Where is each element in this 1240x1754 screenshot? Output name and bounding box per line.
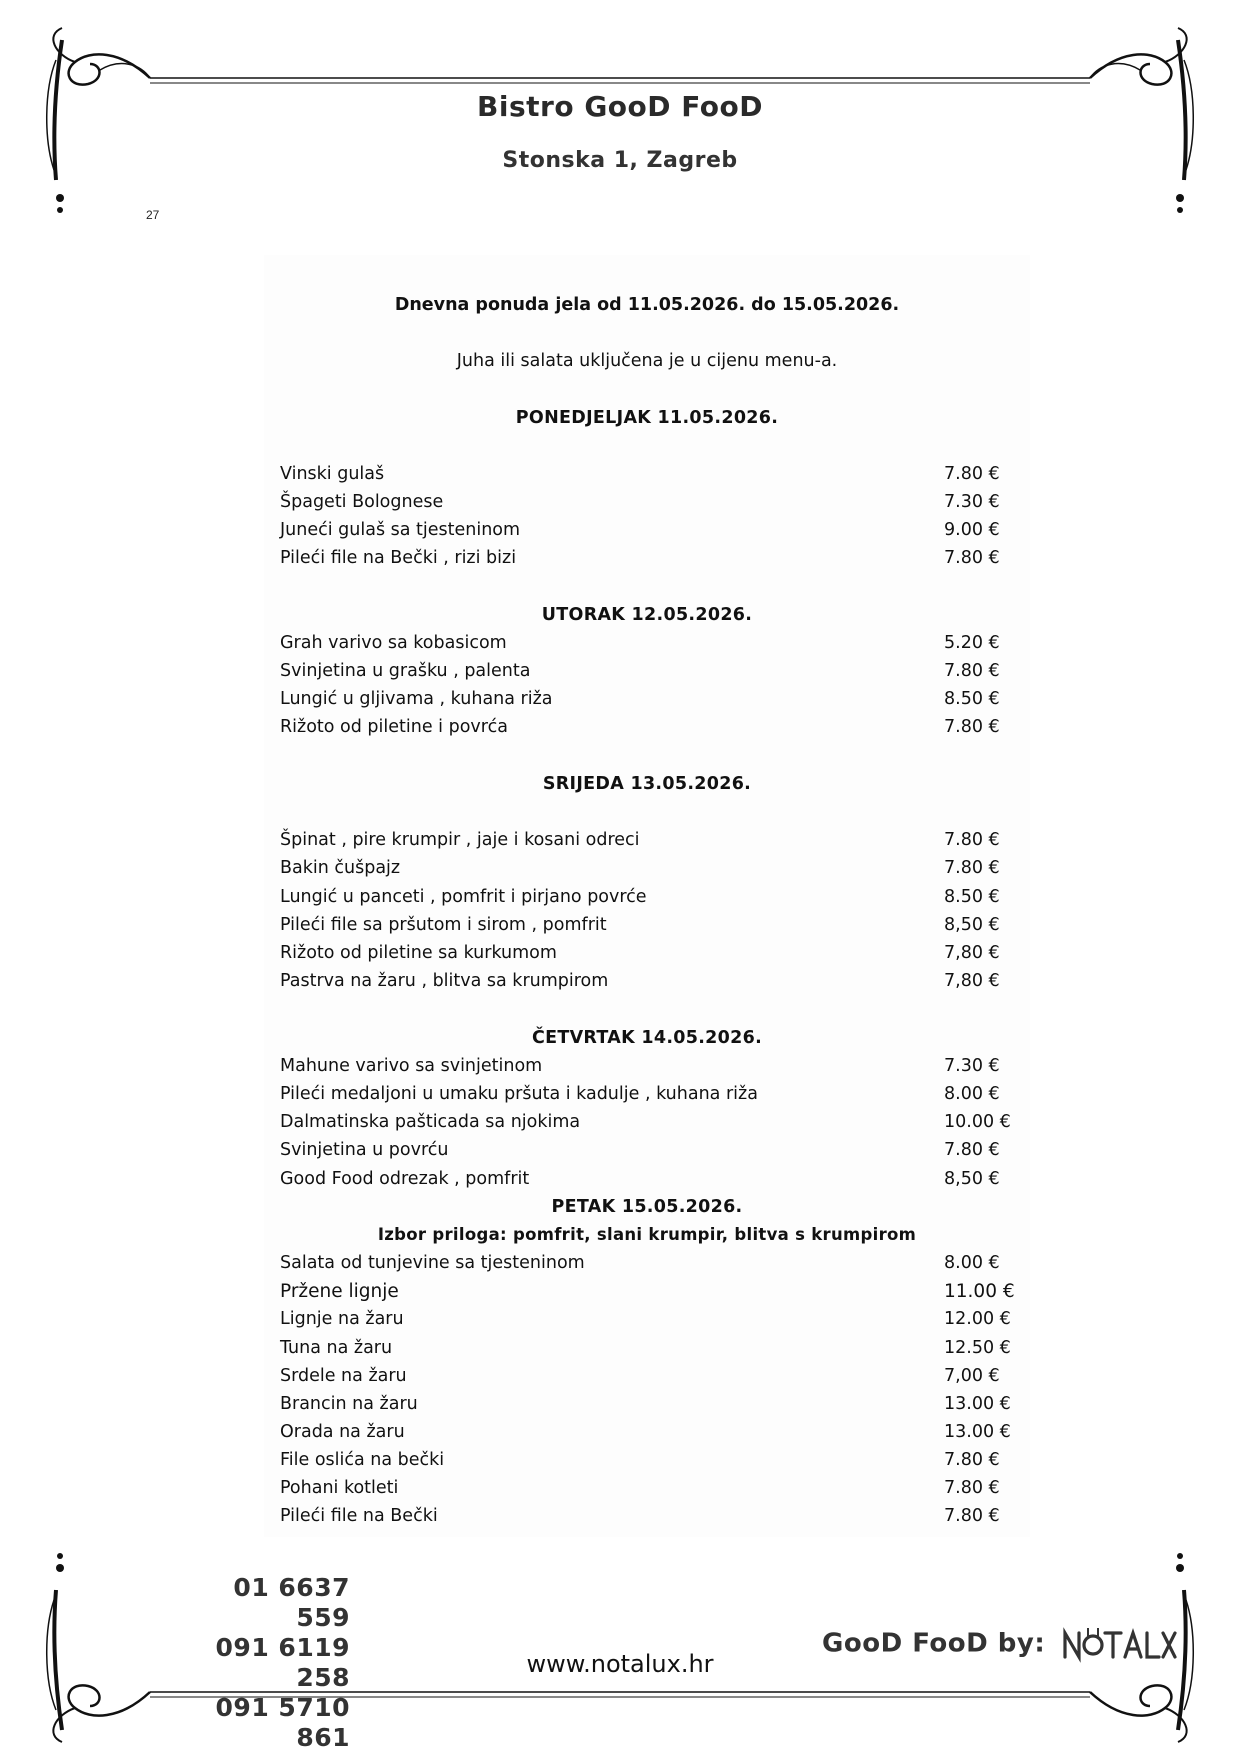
dish-name: Špinat , pire krumpir , jaje i kosani odreci bbox=[280, 830, 640, 850]
footer-brand-text: GooD FooD by: bbox=[822, 1628, 1046, 1659]
dish-price: 7.80 € bbox=[944, 1478, 1000, 1498]
dish-row bbox=[280, 1140, 1020, 1164]
dish-price: 7.80 € bbox=[944, 1450, 1000, 1470]
dish-name: Grah varivo sa kobasicom bbox=[280, 633, 507, 653]
dish-name: Svinjetina u grašku , palenta bbox=[280, 661, 531, 681]
dish-row bbox=[280, 1253, 1020, 1277]
dish-price: 10.00 € bbox=[944, 1112, 1011, 1132]
dish-name: Pastrva na žaru , blitva sa krumpirom bbox=[280, 971, 609, 991]
dish-row bbox=[280, 520, 1020, 544]
dish-row bbox=[280, 971, 1020, 995]
day-heading-thursday: ČETVRTAK 14.05.2026. bbox=[531, 1028, 763, 1048]
dish-row bbox=[280, 464, 1020, 488]
dish-row bbox=[280, 830, 1020, 854]
side-dish-options: Izbor priloga: pomfrit, slani krumpir, blitva s krumpirom bbox=[377, 1225, 917, 1244]
dish-price: 7.30 € bbox=[944, 492, 1000, 512]
restaurant-name: Bistro GooD FooD bbox=[477, 90, 763, 123]
dish-row bbox=[280, 1084, 1020, 1108]
dish-price: 11.00 € bbox=[944, 1281, 1015, 1302]
dish-name: Bakin čušpajz bbox=[280, 858, 401, 878]
phone-number[interactable]: 091 6119 258 bbox=[215, 1633, 350, 1692]
dish-name: Pržene lignje bbox=[280, 1281, 399, 1302]
phone-number[interactable]: 091 5710 861 bbox=[215, 1693, 350, 1752]
dish-price: 13.00 € bbox=[944, 1394, 1011, 1414]
dish-row bbox=[280, 1281, 1020, 1305]
dish-row bbox=[280, 915, 1020, 939]
dish-name: Tuna na žaru bbox=[280, 1338, 393, 1358]
dish-name: Dalmatinska pašticada sa njokima bbox=[280, 1112, 581, 1132]
footer-brand bbox=[822, 1625, 1177, 1663]
dish-price: 8.50 € bbox=[944, 887, 1000, 907]
dish-name: Lignje na žaru bbox=[280, 1309, 404, 1329]
dish-price: 7,80 € bbox=[944, 971, 1000, 991]
dish-price: 7.80 € bbox=[944, 1506, 1000, 1526]
day-heading-tuesday: UTORAK 12.05.2026. bbox=[541, 605, 753, 625]
menu-title: Dnevna ponuda jela od 11.05.2026. do 15.05.2026. bbox=[394, 295, 900, 315]
dish-price: 7.30 € bbox=[944, 1056, 1000, 1076]
dish-row bbox=[280, 1309, 1020, 1333]
day-heading-monday: PONEDJELJAK 11.05.2026. bbox=[515, 408, 779, 428]
dish-row bbox=[280, 1506, 1020, 1530]
dish-price: 7.80 € bbox=[944, 661, 1000, 681]
dish-row bbox=[280, 858, 1020, 882]
dish-name: Špageti Bolognese bbox=[280, 492, 444, 512]
dish-price: 8,50 € bbox=[944, 915, 1000, 935]
dish-name: File oslića na bečki bbox=[280, 1450, 445, 1470]
restaurant-address: Stonska 1, Zagreb bbox=[502, 148, 738, 173]
dish-row bbox=[280, 1394, 1020, 1418]
dish-name: Pileći file na Bečki , rizi bizi bbox=[280, 548, 517, 568]
dish-row bbox=[280, 943, 1020, 967]
dish-price: 12.50 € bbox=[944, 1338, 1011, 1358]
dish-price: 5.20 € bbox=[944, 633, 1000, 653]
dish-name: Pohani kotleti bbox=[280, 1478, 399, 1498]
dish-row bbox=[280, 1366, 1020, 1390]
dish-name: Brancin na žaru bbox=[280, 1394, 418, 1414]
dish-price: 13.00 € bbox=[944, 1422, 1011, 1442]
dish-row bbox=[280, 1478, 1020, 1502]
dish-price: 7.80 € bbox=[944, 830, 1000, 850]
dish-price: 8.00 € bbox=[944, 1253, 1000, 1273]
dish-price: 8.50 € bbox=[944, 689, 1000, 709]
day-heading-wednesday: SRIJEDA 13.05.2026. bbox=[542, 774, 752, 794]
dish-name: Orada na žaru bbox=[280, 1422, 405, 1442]
dish-price: 7.80 € bbox=[944, 1140, 1000, 1160]
dish-name: Pileći file sa pršutom i sirom , pomfrit bbox=[280, 915, 607, 935]
dish-price: 12.00 € bbox=[944, 1309, 1011, 1329]
dish-row bbox=[280, 1112, 1020, 1136]
dish-name: Rižoto od piletine sa kurkumom bbox=[280, 943, 557, 963]
dish-row bbox=[280, 1338, 1020, 1362]
dish-price: 9.00 € bbox=[944, 520, 1000, 540]
dish-name: Salata od tunjevine sa tjesteninom bbox=[280, 1253, 585, 1273]
dish-name: Lungić u panceti , pomfrit i pirjano povrće bbox=[280, 887, 647, 907]
dish-name: Srdele na žaru bbox=[280, 1366, 407, 1386]
dish-price: 8.00 € bbox=[944, 1084, 1000, 1104]
dish-name: Svinjetina u povrću bbox=[280, 1140, 449, 1160]
dish-name: Pileći file na Bečki bbox=[280, 1506, 438, 1526]
dish-name: Lungić u gljivama , kuhana riža bbox=[280, 689, 553, 709]
dish-price: 7.80 € bbox=[944, 464, 1000, 484]
dish-row bbox=[280, 548, 1020, 572]
dish-row bbox=[280, 689, 1020, 713]
page-number: 27 bbox=[146, 208, 160, 222]
dish-price: 8,50 € bbox=[944, 1169, 1000, 1189]
website-link[interactable]: www.notalux.hr bbox=[526, 1650, 714, 1678]
dish-name: Rižoto od piletine i povrća bbox=[280, 717, 508, 737]
dish-row bbox=[280, 492, 1020, 516]
dish-name: Juneći gulaš sa tjesteninom bbox=[280, 520, 521, 540]
dish-row bbox=[280, 1056, 1020, 1080]
dish-row bbox=[280, 1450, 1020, 1474]
dish-price: 7.80 € bbox=[944, 858, 1000, 878]
dish-row bbox=[280, 887, 1020, 911]
notalux-logo bbox=[1059, 1625, 1177, 1663]
phone-number[interactable]: 01 6637 559 bbox=[233, 1573, 350, 1632]
dish-row bbox=[280, 1422, 1020, 1446]
dish-row bbox=[280, 1169, 1020, 1193]
dish-price: 7.80 € bbox=[944, 717, 1000, 737]
dish-name: Good Food odrezak , pomfrit bbox=[280, 1169, 530, 1189]
dish-row bbox=[280, 633, 1020, 657]
dish-price: 7.80 € bbox=[944, 548, 1000, 568]
dish-price: 7,00 € bbox=[944, 1366, 1000, 1386]
dish-row bbox=[280, 661, 1020, 685]
dish-name: Vinski gulaš bbox=[280, 464, 385, 484]
dish-price: 7,80 € bbox=[944, 943, 1000, 963]
dish-row bbox=[280, 717, 1020, 741]
dish-name: Pileći medaljoni u umaku pršuta i kadulje , kuhana riža bbox=[280, 1084, 758, 1104]
menu-note: Juha ili salata uključena je u cijenu menu-a. bbox=[456, 351, 838, 371]
dish-name: Mahune varivo sa svinjetinom bbox=[280, 1056, 543, 1076]
day-heading-friday: PETAK 15.05.2026. bbox=[551, 1197, 743, 1217]
